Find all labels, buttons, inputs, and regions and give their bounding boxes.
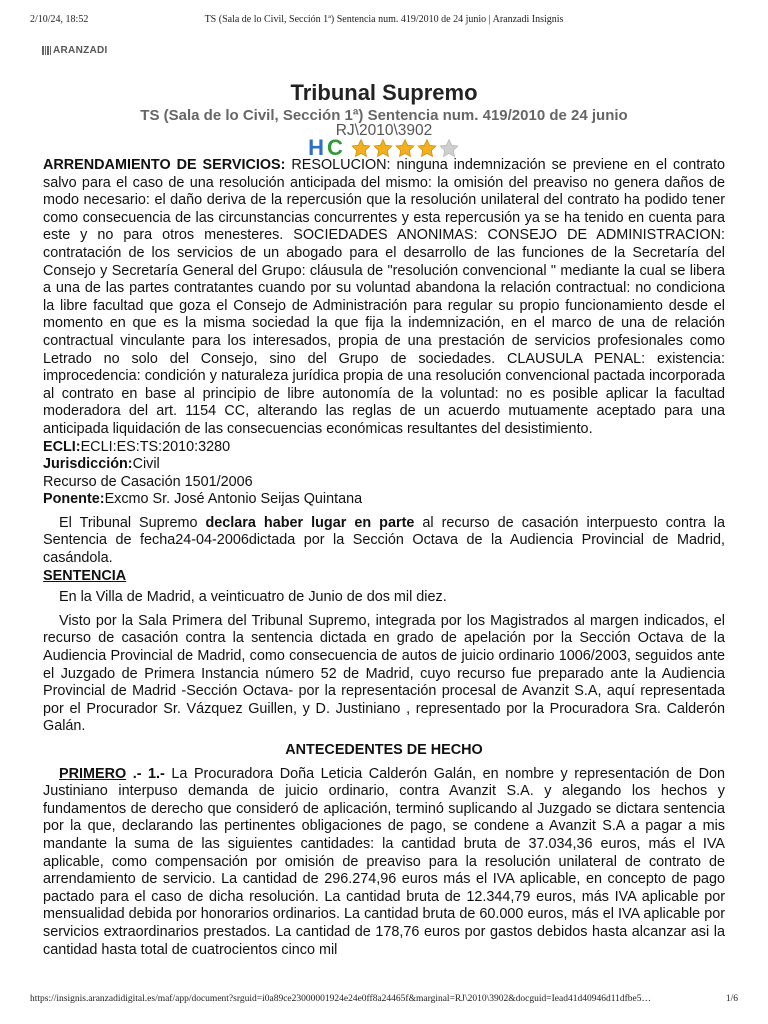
star-filled-icon [416,138,438,159]
relevance-rating [350,138,460,159]
print-page-number: 1/6 [725,994,738,1004]
court-title: Tribunal Supremo [290,80,478,105]
jurisdiccion-value: Civil [132,456,160,473]
print-datetime: 2/10/24, 18:52 [30,14,89,25]
fallo-paragraph [43,515,725,568]
judgment-reference: RJ\2010\3902 [335,122,433,139]
history-badge-icon[interactable]: H [308,135,324,160]
ponente-value: Excmo Sr. José Antonio Seijas Quintana [104,491,363,508]
ponente-line [43,491,725,509]
summary-heading: ARRENDAMIENTO DE SERVICIOS: [43,157,286,173]
primero-text: La Procuradora Doña Leticia Calderón Galán, en nombre y representación de Don Justiniano interpuso demanda de juicio ordinario, contra Avanzit S.A. y alegando los hechos y fundamentos de derecho que consideró de aplicación, terminó suplicando al Juzgado se dictara sentencia por la que, declarando las pertinentes obligaciones de pago, se condene a Avanzit S.A a pagar a mis mandante la suma de las siguientes cantidades: la cantidad bruta de 37.034,36 euros, más el IVA aplicable, como compensación por omisión de preaviso para la resolución unilateral de contrato de arrendamiento de servicio. La cantidad de 296.274,96 euros más el IVA aplicable, en concepto de pago pactado para el caso de dicha resolución. La cantidad bruta de 12.344,79 euros, más IVA aplicable por mensualidad debida por honorarios ordinarios. La cantidad bruta de 60.000 euros, más el IVA aplicable por servicios extraordinarios prestados. La cantidad de 178,76 euros por gastos debidos hasta alcanzar asi la cantidad hasta total de cuatrocientos cinco mil [43,765,725,958]
ecli-value: ECLI:ES:TS:2010:3280 [80,438,231,455]
print-footer [0,994,768,1008]
star-filled-icon [350,138,372,159]
logo-mark-icon [42,46,51,55]
primero-label: PRIMERO [59,765,127,782]
star-empty-icon [438,138,460,159]
visto-paragraph: Visto por la Sala Primera del Tribunal Supremo, integrada por los Magistrados al margen indicados, el recurso de casación contra la sentencia dictada en grado de apelación por la Sección Octava de la Audiencia Provincial de Madrid, como consecuencia de autos de juicio ordinario 1006/2003, seguidos ante el Juzgado de Primera Instancia número 52 de Madrid, cuyo recurso fue preparado ante la Audiencia Provincial de Madrid -Sección Octava- por la representación procesal de Avanzit S.A, aquí representada por el Procurador Sr. Vázquez Guillen, y D. Justiniano , representado por la Procuradora Sra. Calderón Galán. [43,612,725,735]
summary-text: RESOLUCION: ninguna indemnización se previene en el contrato salvo para el caso de una resolución anticipada del mismo: la omisión del preaviso no genera daños de modo necesario: el daño deriva de la repercusión que la resolución unilateral del contrato ha podido tener como consecuencia de las circunstancias concurrentes y esta repercusión ya se ha tenido en cuenta para este y no para otros menesteres. SOCIEDADES ANONIMAS: CONSEJO DE ADMINISTRACION: contratación de los servicios de un abogado para el desarrollo de las funciones de la Secretaría del Consejo y Secretaría General del Grupo: cláusula de "resolución convencional " mediante la cual se libera a una de las partes contratantes cuando por su voluntad abandona la relación contractual: no condiciona la libre facultad que goza el Consejo de Administración para regular su propio funcionamiento desde el momento en que es la misma sociedad la que fija la indemnización, en el marco de una de relación contractual vinculante para los interesados, propia de una prestación de servicios profesionales como Letrado no solo del Consejo, sino del Grupo de sociedades. CLAUSULA PENAL: existencia: improcedencia: condición y naturaleza jurídica propia de una resolución convencional pactada incorporada al contrato en base al principio de libre autonomía de la voluntad: no es posible aplicar la facultad moderadora del art. 1154 CC, alterando las reglas de un acuerdo mutuamente aceptado para una anticipada liquidación de las consecuencias económicas resultantes del desistimiento. [43,157,725,437]
print-page-title: TS (Sala de lo Civil, Sección 1ª) Sentencia num. 419/2010 de 24 junio | Aranzadi Insignis [204,14,564,25]
primero-paragraph [43,766,725,960]
document-body [43,157,725,959]
fallo-prefix: El Tribunal Supremo [59,514,206,531]
antecedentes-heading: ANTECEDENTES DE HECHO [285,742,483,758]
citations-badge-icon[interactable]: C [327,135,343,160]
ecli-line [43,439,725,457]
aranzadi-logo [42,44,108,56]
ponente-label: Ponente: [43,491,105,508]
fallo-suffix: al recurso de casación interpuesto contra la Sentencia de fecha24-04-2006dictada por la Sección Octava de la Audiencia Provincial de Madrid, casándola. [43,514,725,567]
jurisdiccion-label: Jurisdicción: [43,456,133,473]
jurisdiccion-line [43,456,725,474]
fallo-bold: declara haber lugar en parte [205,514,415,531]
summary-paragraph [43,157,725,439]
print-header [0,14,768,34]
ecli-label: ECLI: [43,438,81,455]
judgment-subtitle: TS (Sala de lo Civil, Sección 1ª) Sentencia num. 419/2010 de 24 junio [140,107,628,124]
recurso-line: Recurso de Casación 1501/2006 [43,473,253,490]
logo-text: ARANZADI [53,44,108,56]
sentencia-heading: SENTENCIA [43,567,127,584]
primero-number: .- 1.- [126,765,165,782]
star-filled-icon [394,138,416,159]
document-badges [0,137,768,159]
lugar-fecha: En la Villa de Madrid, a veinticuatro de Junio de dos mil diez. [59,589,447,606]
star-filled-icon [372,138,394,159]
print-url: https://insignis.aranzadidigital.es/maf/app/document?srguid=i0a89ce23000001924e24e0ff8a24465f&marginal=RJ\2010\3902&docguid=Iead41d40946d11dfbe5… [30,994,651,1004]
